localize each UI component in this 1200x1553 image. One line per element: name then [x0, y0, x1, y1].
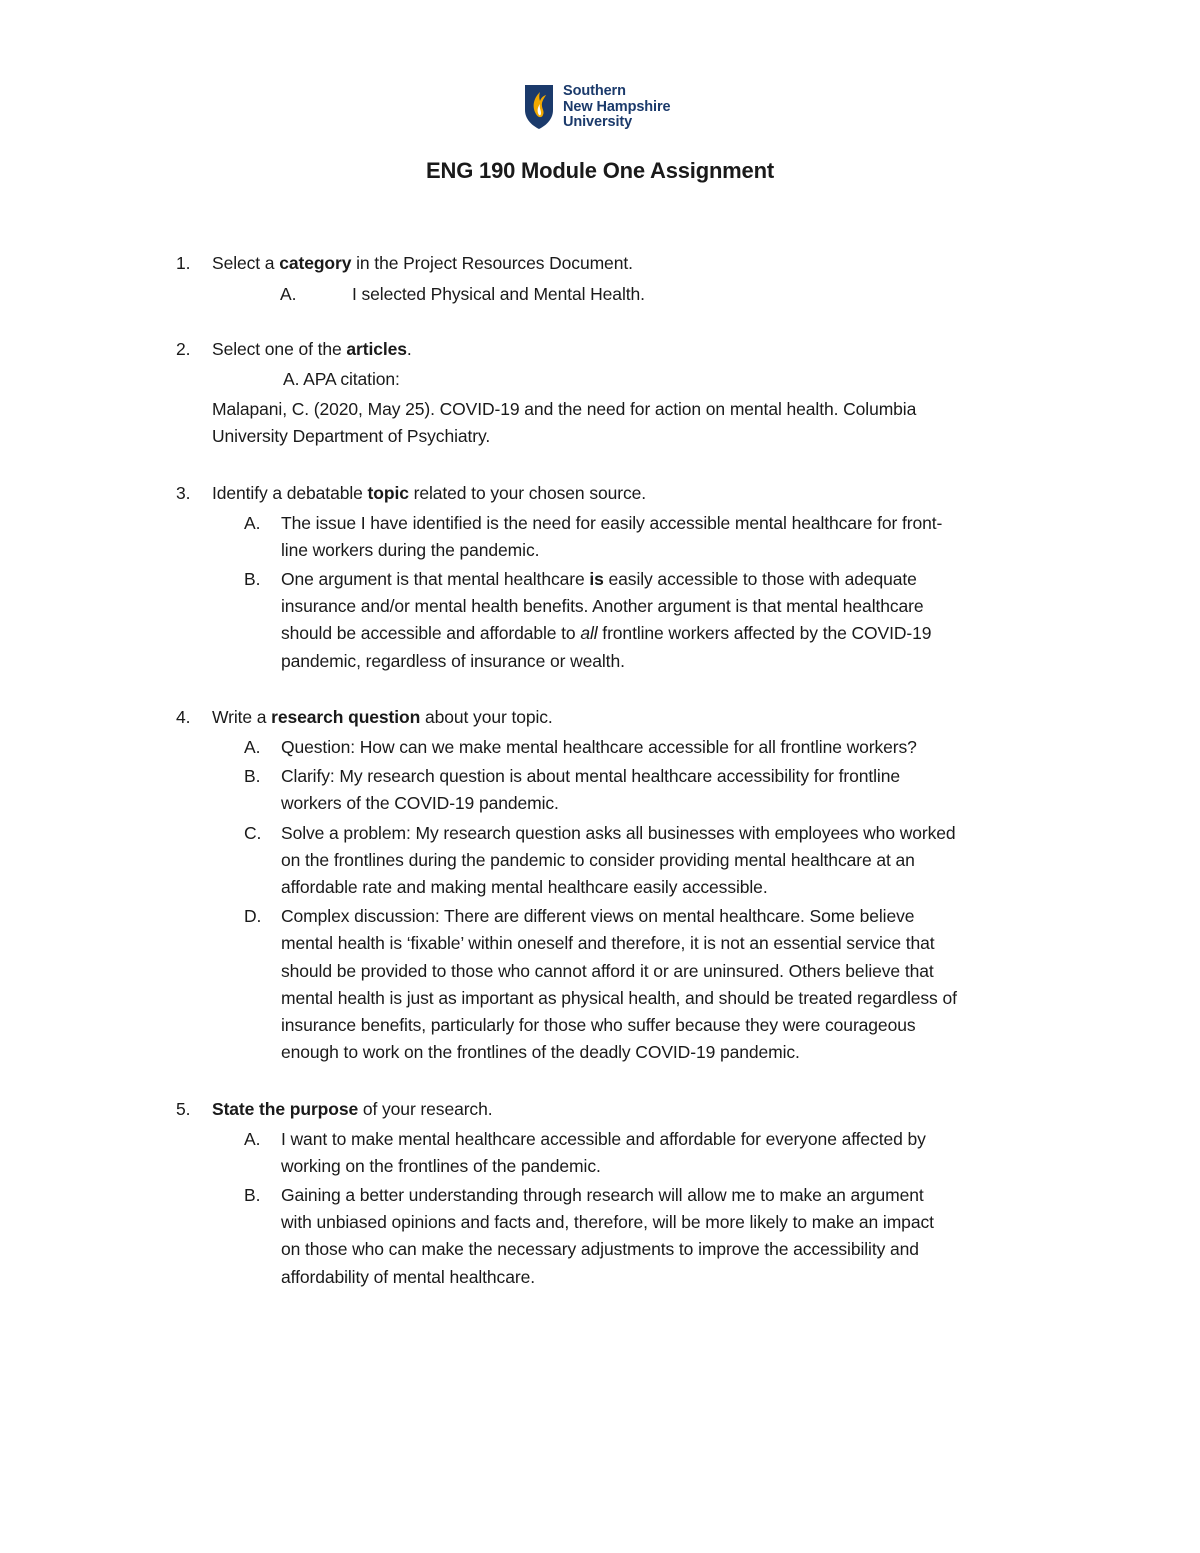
q2-citation-line-1: Malapani, C. (2020, May 25). COVID-19 and the need for action on mental health. Columbia — [212, 399, 917, 419]
q5-answer-b-line-2: with unbiased opinions and facts and, therefore, will be more likely to make an impact — [281, 1212, 934, 1232]
logo-line-1: Southern — [563, 83, 626, 99]
q2-answer-a-label: A. APA citation: — [283, 369, 400, 389]
shield-flame-icon — [524, 84, 554, 130]
question-text: Select a — [212, 253, 280, 273]
question-keyword: research question — [271, 707, 421, 727]
q4-answer-d-line-1: Complex discussion: There are different views on mental healthcare. Some believe — [281, 906, 915, 926]
question-text: Write a — [212, 707, 272, 727]
answer-text: One argument is that mental healthcare — [281, 569, 590, 589]
logo-line-3: University — [563, 114, 633, 130]
question-text: of your research. — [358, 1099, 493, 1119]
q4-answer-c-line-2: on the frontlines during the pandemic to consider providing mental healthcare at an — [281, 850, 915, 870]
answer-emphasis: is — [589, 569, 604, 589]
question-3-line — [176, 482, 647, 504]
logo-line-2: New Hampshire — [563, 98, 671, 115]
question-keyword: articles — [346, 339, 407, 359]
question-keyword: topic — [367, 483, 409, 503]
q4-answer-b-marker: B. — [244, 766, 261, 786]
q4-answer-c-line-1: Solve a problem: My research question asks all businesses with employees who worked — [281, 823, 956, 843]
question-5-line — [176, 1098, 493, 1120]
logo-wordmark — [563, 84, 671, 131]
answer-text: should be accessible and affordable to — [281, 623, 581, 643]
q4-answer-d-line-4: mental health is just as important as physical health, and should be treated regardless of — [281, 988, 957, 1008]
q3-answer-b-line-3 — [281, 622, 931, 644]
question-keyword: category — [279, 253, 352, 273]
question-2-line — [176, 338, 412, 360]
question-text: Identify a debatable — [212, 483, 368, 503]
q5-answer-b-marker: B. — [244, 1185, 261, 1205]
q4-answer-d-line-3: should be provided to those who cannot afford it or are uninsured. Others believe that — [281, 961, 934, 981]
question-4-line — [176, 706, 553, 728]
q4-answer-a-marker: A. — [244, 737, 261, 757]
q5-answer-a-line-1: I want to make mental healthcare accessible and affordable for everyone affected by — [281, 1129, 926, 1149]
q4-answer-d-marker: D. — [244, 906, 262, 926]
q4-answer-c-marker: C. — [244, 823, 262, 843]
q5-answer-b-line-1: Gaining a better understanding through research will allow me to make an argument — [281, 1185, 924, 1205]
q4-answer-b-line-2: workers of the COVID-19 pandemic. — [281, 793, 559, 813]
q3-answer-b-line-2: insurance and/or mental health benefits. Another argument is that mental healthcare — [281, 596, 924, 616]
question-number: 4. — [176, 707, 191, 727]
question-number: 1. — [176, 253, 191, 273]
q2-citation-line-2: University Department of Psychiatry. — [212, 426, 491, 446]
answer-text: easily accessible to those with adequate — [603, 569, 917, 589]
q5-answer-b-line-4: affordability of mental healthcare. — [281, 1267, 535, 1287]
university-logo — [524, 84, 671, 131]
q4-answer-d-line-6: enough to work on the frontlines of the deadly COVID-19 pandemic. — [281, 1042, 800, 1062]
q5-answer-a-line-2: working on the frontlines of the pandemic. — [281, 1156, 601, 1176]
q4-answer-d-line-2: mental health is ‘fixable’ within oneself and therefore, it is not an essential service that — [281, 933, 935, 953]
question-text: Select one of the — [212, 339, 347, 359]
question-1-line — [176, 252, 633, 274]
q3-answer-b-line-4: pandemic, regardless of insurance or wealth. — [281, 651, 625, 671]
question-text: related to your chosen source. — [408, 483, 647, 503]
question-number: 5. — [176, 1099, 191, 1119]
q3-answer-a-line-2: line workers during the pandemic. — [281, 540, 540, 560]
answer-emphasis: all — [580, 623, 598, 643]
q1-answer-a: I selected Physical and Mental Health. — [352, 284, 645, 304]
q5-answer-b-line-3: on those who can make the necessary adjustments to improve the accessibility and — [281, 1239, 919, 1259]
question-keyword: State the purpose — [212, 1099, 359, 1119]
q4-answer-a-line-1: Question: How can we make mental healthcare accessible for all frontline workers? — [281, 737, 917, 757]
question-text: . — [406, 339, 412, 359]
question-number: 3. — [176, 483, 191, 503]
q3-answer-a-line-1: The issue I have identified is the need for easily accessible mental healthcare for front- — [281, 513, 943, 533]
answer-text: frontline workers affected by the COVID-19 — [597, 623, 932, 643]
q3-answer-b-marker: B. — [244, 569, 261, 589]
question-text: in the Project Resources Document. — [351, 253, 633, 273]
question-text: about your topic. — [420, 707, 553, 727]
q5-answer-a-marker: A. — [244, 1129, 261, 1149]
q3-answer-b-line-1 — [281, 568, 917, 590]
document-title: ENG 190 Module One Assignment — [426, 158, 774, 183]
q4-answer-b-line-1: Clarify: My research question is about mental healthcare accessibility for frontline — [281, 766, 900, 786]
q4-answer-c-line-3: affordable rate and making mental healthcare easily accessible. — [281, 877, 768, 897]
question-number: 2. — [176, 339, 191, 359]
q4-answer-d-line-5: insurance benefits, particularly for those who suffer because they were courageous — [281, 1015, 916, 1035]
q1-answer-a-marker: A. — [280, 284, 297, 304]
q3-answer-a-marker: A. — [244, 513, 261, 533]
